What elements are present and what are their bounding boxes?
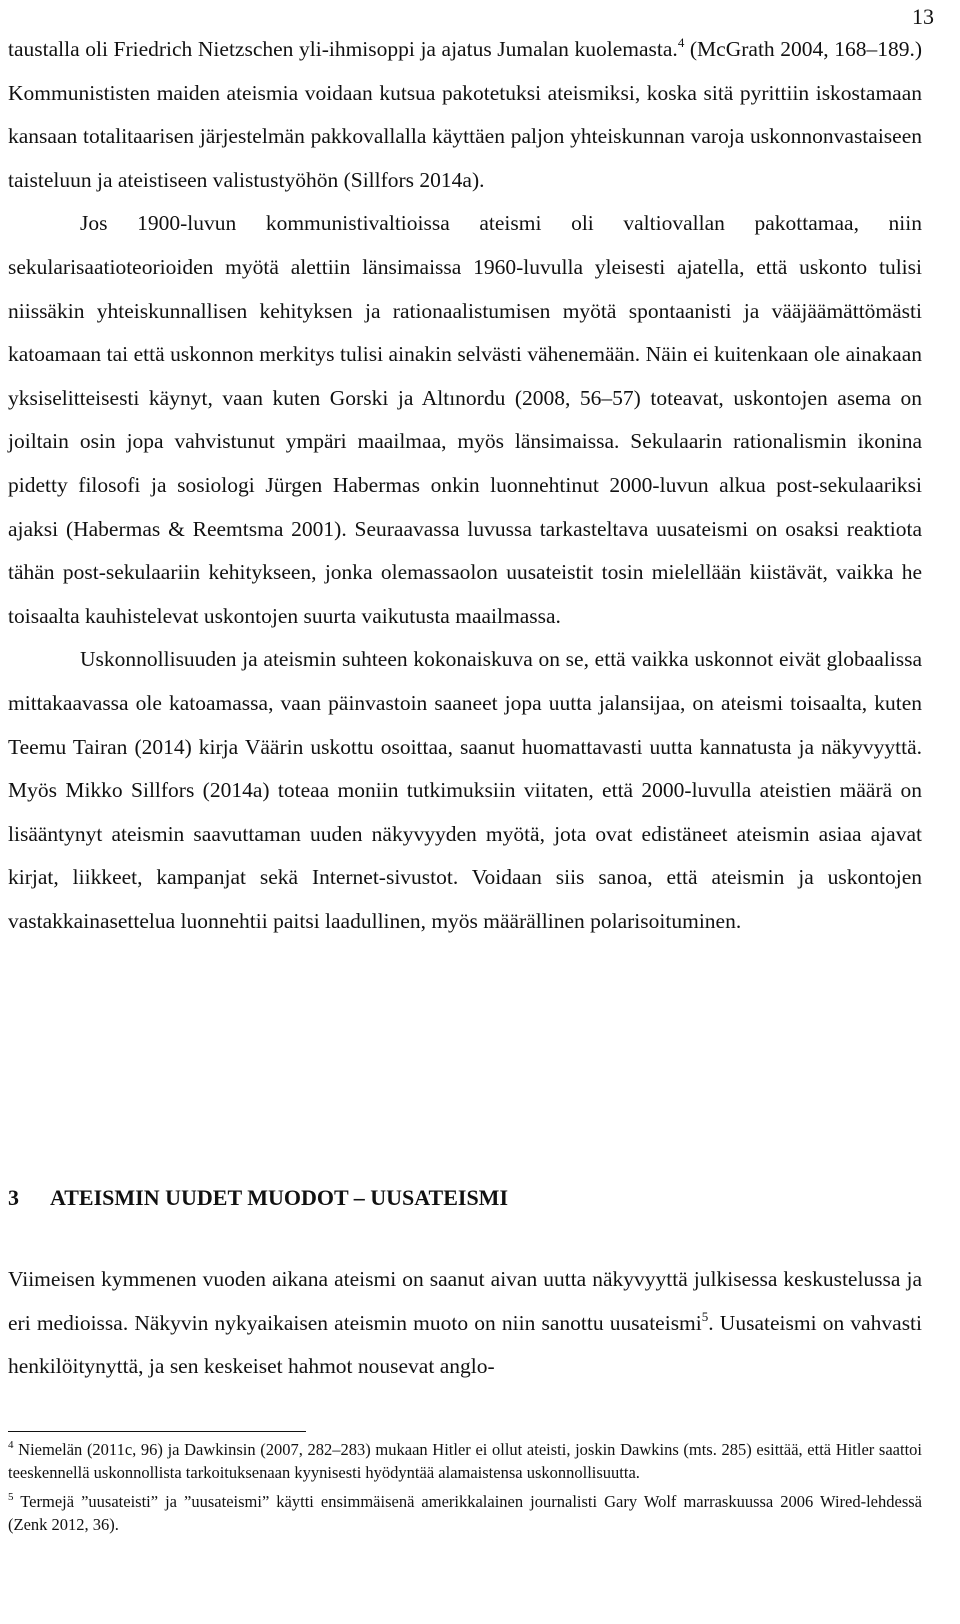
page-number: 13 [912,4,934,29]
footnote-text: Termejä ”uusateisti” ja ”uusateismi” käytti ensimmäisenä amerikkalainen journalisti Gary Wolf marraskuussa 2006 Wired-lehdessä (Zenk 2012, 36). [8,1492,922,1534]
footnote-text: Niemelän (2011c, 96) ja Dawkinsin (2007, 282–283) mukaan Hitler ei ollut ateisti, joskin Dawkins (mts. 285) esittää, että Hitler saattoi teeskennellä uskonnollista tarkoituksenaan kyynisesti hyödyntää alamaistensa uskonnollisuutta. [8,1440,922,1482]
footnote-divider [8,1431,306,1432]
footnote-ref-5[interactable]: 5 [701,1308,709,1324]
section-heading [8,1185,508,1211]
footnote-number: 4 [8,1439,14,1451]
paragraph-4 [8,1258,922,1389]
paragraph-continuation [8,28,922,202]
body-text-bottom [8,1258,922,1389]
body-text-top [8,28,922,943]
paragraph-4-text-cont: . Uusateismi on vahvasti henkilöitynyttä, ja sen keskeiset hahmot nousevat anglo- [8,1310,923,1379]
paragraph-3: Uskonnollisuuden ja ateismin suhteen kokonaiskuva on se, että vaikka uskonnot eivät globaalissa mittakaavassa ole katoamassa, vaan päinvastoin saaneet jopa uutta jalansijaa, on ateismi toisaalta, kuten Teemu Tairan (2014) kirja Väärin uskottu osoittaa, saanut huomattavasti uutta kannatusta ja näkyvyyttä. Myös Mikko Sillfors (2014a) toteaa moniin tutkimuksiin viitaten, että 2000-luvulla ateistien määrä on lisääntynyt ateismin saavuttaman uuden näkyvyyden myötä, jota ovat edistäneet ateismin asiaa ajavat kirjat, liikkeet, kampanjat sekä Internet-sivustot. Voidaan siis sanoa, että ateismin ja uskontojen vastakkainasettelua luonnehtii paitsi laadullinen, myös määrällinen polarisoituminen. [8,647,922,933]
paragraph-1-text: taustalla oli Friedrich Nietzschen yli-ihmisoppi ja ajatus Jumalan kuolemasta. [8,37,678,61]
footnote-number: 5 [8,1491,14,1503]
section-number: 3 [8,1185,19,1210]
section-title: ATEISMIN UUDET MUODOT – UUSATEISMI [50,1185,509,1210]
footnote-4 [8,1438,922,1484]
paragraph-1-text-cont: (McGrath 2004, 168–189.) Kommunististen maiden ateismia voidaan kutsua pakotetuksi ateismiksi, koska sitä pyrittiin iskostamaan kansaan totalitaarisen järjestelmän pakkovallalla käyttäen paljon yhteiskunnan varoja uskonnonvastaiseen taisteluun ja ateistiseen valistustyöhön (Sillfors 2014a). [8,37,922,192]
footnote-5 [8,1490,922,1536]
paragraph-4-text: Viimeisen kymmenen vuoden aikana ateismi on saanut aivan uutta näkyvyyttä julkisessa keskustelussa ja eri medioissa. Näkyvin nykyaikaisen ateismin muoto on niin sanottu uusateismi [8,1267,922,1335]
footnote-ref-4[interactable]: 4 [677,35,685,50]
footnotes [8,1438,922,1542]
paragraph-2: Jos 1900-luvun kommunistivaltioissa ateismi oli valtiovallan pakottamaa, niin sekularisaatioteorioiden myötä alettiin länsimaissa 1960-luvulla yleisesti ajatella, että uskonto tulisi niissäkin yhteiskunnallisen kehityksen ja rationaalistumisen myötä spontaanisti ja vääjäämättömästi katoamaan tai että uskonnon merkitys tulisi ainakin selvästi vähenemään. Näin ei kuitenkaan ole ainakaan yksiselitteisesti käynyt, vaan kuten Gorski ja Altınordu (2008, 56–57) toteavat, uskontojen asema on joiltain osin jopa vahvistunut ympäri maailmaa, myös länsimaissa. Sekulaarin rationalismin ikonina pidetty filosofi ja sosiologi Jürgen Habermas onkin luonnehtinut 2000-luvun alkua post-sekulaariksi ajaksi (Habermas & Reemtsma 2001). Seuraavassa luvussa tarkasteltava uusateismi on osaksi reaktiota tähän post-sekulaariin kehitykseen, jonka olemassaolon uusateistit tosin mielellään kiistävät, vaikka he toisaalta kauhistelevat uskontojen suurta vaikutusta maailmassa. [8,211,922,628]
